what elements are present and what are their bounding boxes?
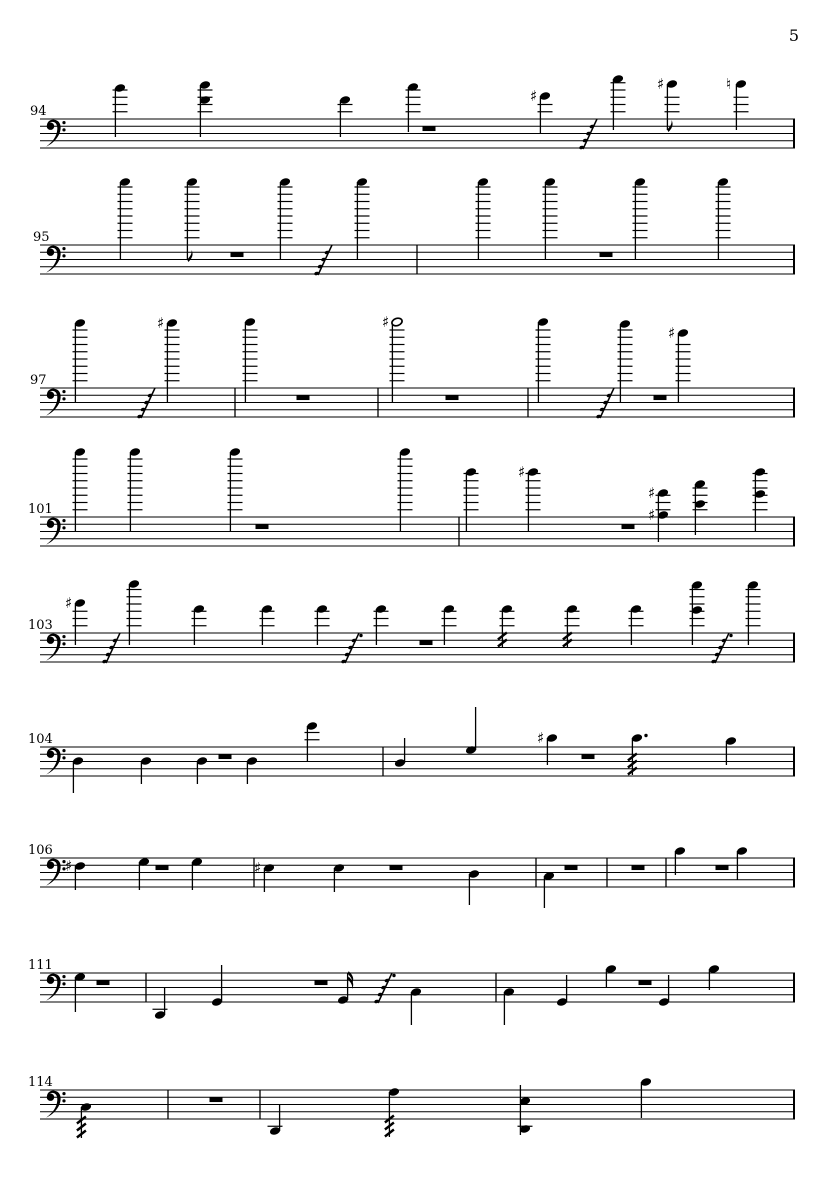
measure-number: 95 — [33, 230, 50, 245]
whole-rest — [600, 252, 613, 257]
measure-number: 94 — [30, 104, 47, 119]
whole-rest — [420, 640, 433, 645]
system-m97 — [30, 313, 795, 419]
whole-rest — [315, 980, 328, 985]
accidental: ♯ — [537, 729, 545, 747]
whole-rest — [654, 395, 667, 400]
measure-number: 104 — [28, 732, 53, 747]
system-m95 — [33, 177, 795, 276]
gliss-ornament — [341, 633, 363, 664]
whole-rest — [219, 754, 232, 759]
dot — [729, 634, 732, 637]
whole-rest — [622, 524, 635, 529]
gliss-ornament — [314, 245, 332, 276]
measure-number: 114 — [28, 1075, 53, 1090]
accidental: ♯ — [648, 484, 656, 502]
whole-rest — [423, 126, 436, 131]
whole-rest — [156, 865, 169, 870]
whole-rest — [256, 524, 269, 529]
whole-rest — [716, 865, 729, 870]
measure-number: 103 — [28, 618, 53, 633]
accidental: ♯ — [648, 506, 656, 524]
half-notehead — [391, 317, 403, 327]
accidental: ♯ — [518, 463, 526, 481]
accidental: ♯ — [530, 87, 538, 105]
gliss-ornament — [102, 633, 120, 664]
accidental: ♯ — [657, 75, 665, 93]
system-m94 — [30, 74, 795, 150]
accidental: ♮ — [726, 75, 732, 93]
measure-number: 106 — [28, 843, 53, 858]
gliss-ornament — [137, 388, 155, 419]
gliss-ornament — [711, 633, 733, 664]
accidental: ♯ — [382, 313, 390, 331]
system-m104 — [28, 707, 795, 793]
measure-number: 97 — [30, 373, 47, 388]
whole-rest — [210, 1097, 223, 1102]
whole-rest — [297, 395, 310, 400]
whole-rest — [97, 980, 110, 985]
whole-rest — [446, 395, 459, 400]
whole-rest — [565, 865, 578, 870]
gliss-ornament — [579, 119, 597, 150]
accidental: ♯ — [65, 594, 73, 612]
gliss-ornament — [374, 973, 396, 1004]
system-m111 — [28, 958, 795, 1025]
system-m101 — [28, 447, 795, 547]
measure-number: 111 — [28, 958, 53, 973]
system-m114 — [28, 1075, 795, 1138]
whole-rest — [582, 754, 595, 759]
accidental: ♯ — [65, 857, 73, 875]
dot — [392, 974, 395, 977]
page-number: 5 — [788, 26, 799, 45]
system-m103 — [28, 579, 795, 664]
gliss-ornament — [596, 388, 614, 419]
dot — [644, 734, 647, 737]
whole-rest — [639, 980, 652, 985]
dot — [359, 634, 362, 637]
whole-rest — [390, 865, 403, 870]
accidental: ♯ — [254, 859, 262, 877]
system-m106 — [28, 843, 795, 908]
whole-rest — [231, 252, 244, 257]
measure-number: 101 — [28, 502, 53, 517]
accidental: ♯ — [668, 324, 676, 342]
accidental: ♯ — [157, 314, 165, 332]
whole-rest — [632, 865, 645, 870]
